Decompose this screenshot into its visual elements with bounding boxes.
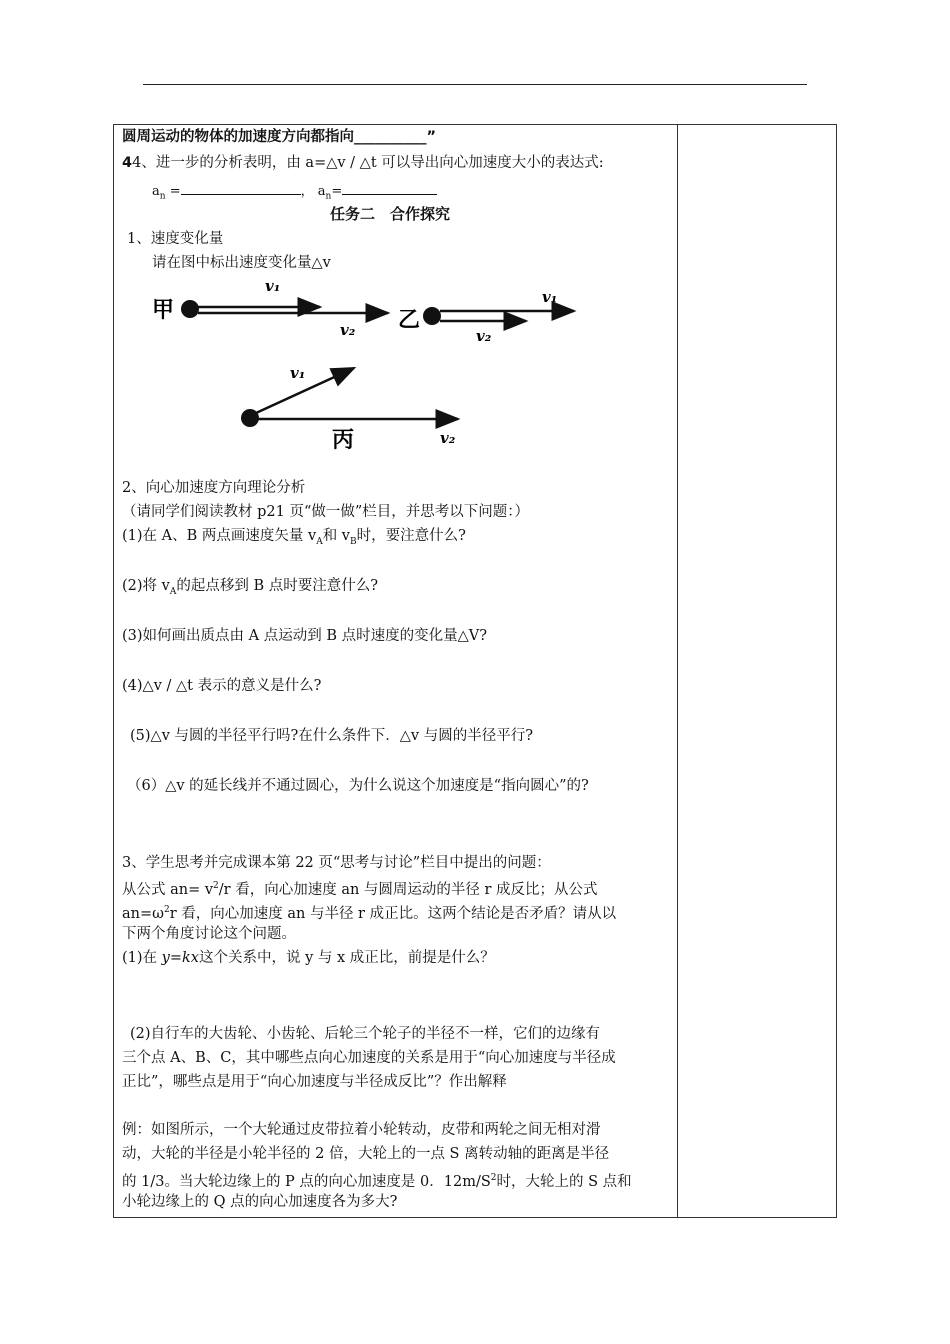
label-yi: 乙 bbox=[398, 307, 421, 333]
ex-l3-sup: 2 bbox=[490, 1173, 497, 1183]
s3-p2-b: r 看，向心加速度 an 与半径 r 成正比。这两个结论是否矛盾？请从以 bbox=[169, 905, 617, 922]
question-2-6: （6）△v 的延长线并不通过圆心，为什么说这个加速度是“指向圆心”的? bbox=[127, 778, 589, 794]
yi-v1-label: v₁ bbox=[542, 288, 558, 306]
answer-blank-1[interactable] bbox=[181, 180, 301, 195]
header-rule bbox=[143, 84, 807, 85]
s3-q1-a: (1)在 bbox=[122, 950, 162, 966]
section-1-title: 1、速度变化量 bbox=[127, 231, 224, 247]
q2-text-a: (2)将 v bbox=[122, 578, 170, 594]
label-jia: 甲 bbox=[152, 297, 175, 323]
formula-line bbox=[152, 180, 437, 207]
an2-eq: = bbox=[331, 184, 343, 199]
example-line2: 动，大轮的半径是小轮半径的 2 倍，大轮上的一点 S 离转动轴的距离是半径 bbox=[122, 1146, 610, 1162]
section-3-para-line1 bbox=[122, 876, 598, 900]
ex-l3-a: 的 1/3。当大轮边缘上的 P 点的向心加速度是 0．12m/S bbox=[122, 1173, 491, 1190]
q2-text-b: 的起点移到 B 点时要注意什么? bbox=[176, 578, 378, 594]
notes-column-divider bbox=[677, 124, 678, 1218]
s3-q1-b: 这个关系中，说 y 与 x 成正比，前提是什么？ bbox=[198, 950, 495, 966]
section-3-question-1 bbox=[122, 948, 495, 968]
example-line1: 例：如图所示，一个大轮通过皮带拉着小轮转动，皮带和两轮之间无相对滑 bbox=[122, 1122, 601, 1138]
text-line-circular-motion: 圆周运动的物体的加速度方向都指向__________” bbox=[122, 129, 437, 145]
example-line3 bbox=[122, 1168, 632, 1192]
q1-sub-b: B bbox=[350, 536, 357, 547]
section-2-note: （请同学们阅读教材 p21 页“做一做”栏目，并思考以下问题：） bbox=[122, 504, 530, 520]
bing-v1-label: v₁ bbox=[290, 364, 306, 382]
q1-text-b: 和 v bbox=[322, 528, 350, 544]
formula-sep: ， bbox=[300, 184, 314, 199]
s3-p2-a: an=ω bbox=[122, 905, 164, 922]
task-title: 任务二 合作探究 bbox=[330, 205, 451, 223]
question-4: 44、进一步的分析表明，由 a=△v / △t 可以导出向心加速度大小的表达式: bbox=[122, 155, 604, 171]
section-3-title: 3、学生思考并完成课本第 22 页“思考与讨论”栏目中提出的问题： bbox=[122, 855, 551, 871]
section-3-question-2-line2: 三个点 A、B、C，其中哪些点向心加速度的关系是用于“向心加速度与半径成 bbox=[122, 1050, 616, 1066]
an-eq: = bbox=[165, 184, 181, 199]
question-2-1 bbox=[122, 526, 466, 552]
question-2-5: (5)△v 与圆的半径平行吗?在什么条件下．△v 与圆的半径平行? bbox=[130, 728, 533, 744]
s3-p1-b: /r 看，向心加速度 an 与圆周运动的半径 r 成反比；从公式 bbox=[218, 881, 598, 898]
answer-blank-2[interactable] bbox=[342, 180, 437, 195]
q1-text-c: 时，要注意什么? bbox=[356, 528, 466, 544]
s3-p1-a: 从公式 an= v bbox=[122, 881, 214, 898]
q1-text-a: (1)在 A、B 两点画速度矢量 v bbox=[122, 528, 317, 544]
yi-v2-label: v₂ bbox=[476, 327, 492, 345]
ex-l3-b: 时，大轮上的 S 点和 bbox=[496, 1173, 632, 1190]
an-sub: n bbox=[159, 191, 166, 202]
label-bing: 丙 bbox=[332, 427, 355, 450]
s3-p2-sup: 2 bbox=[163, 905, 170, 915]
jia-dot bbox=[181, 300, 199, 318]
jia-v2-label: v₂ bbox=[340, 321, 356, 339]
an2-sub: n bbox=[325, 191, 332, 202]
an-label: a bbox=[152, 184, 160, 199]
q1-sub-a: A bbox=[316, 536, 323, 547]
question-2-4: (4)△v / △t 表示的意义是什么? bbox=[122, 678, 322, 694]
section-2-title: 2、向心加速度方向理论分析 bbox=[122, 480, 306, 496]
section-3-question-2-line3: 正比”，哪些点是用于“向心加速度与半径成反比”？作出解释 bbox=[122, 1074, 507, 1090]
s3-p1-sup: 2 bbox=[213, 881, 219, 891]
question-2-2 bbox=[122, 576, 378, 602]
velocity-diagrams bbox=[140, 275, 600, 450]
section-3-para-line3: 下两个角度讨论这个问题。 bbox=[122, 926, 296, 942]
section-3-para-line2 bbox=[122, 900, 616, 924]
yi-dot bbox=[423, 307, 441, 325]
an2-label: a bbox=[317, 184, 326, 199]
bing-v2-label: v₂ bbox=[440, 429, 456, 447]
question-2-3: (3)如何画出质点由 A 点运动到 B 点时速度的变化量△V? bbox=[122, 628, 487, 644]
question-4-text: 4、进一步的分析表明，由 a=△v / △t 可以导出向心加速度大小的表达式: bbox=[132, 155, 604, 171]
jia-v1-label: v₁ bbox=[265, 277, 281, 295]
section-3-question-2-line1: (2)自行车的大齿轮、小齿轮、后轮三个轮子的半径不一样，它们的边缘有 bbox=[130, 1026, 601, 1042]
s3-q1-formula: y=kx bbox=[161, 950, 199, 966]
q2-sub: A bbox=[169, 586, 177, 597]
example-line4: 小轮边缘上的 Q 点的向心加速度各为多大? bbox=[122, 1194, 398, 1210]
section-1-instruction: 请在图中标出速度变化量△v bbox=[152, 255, 331, 271]
